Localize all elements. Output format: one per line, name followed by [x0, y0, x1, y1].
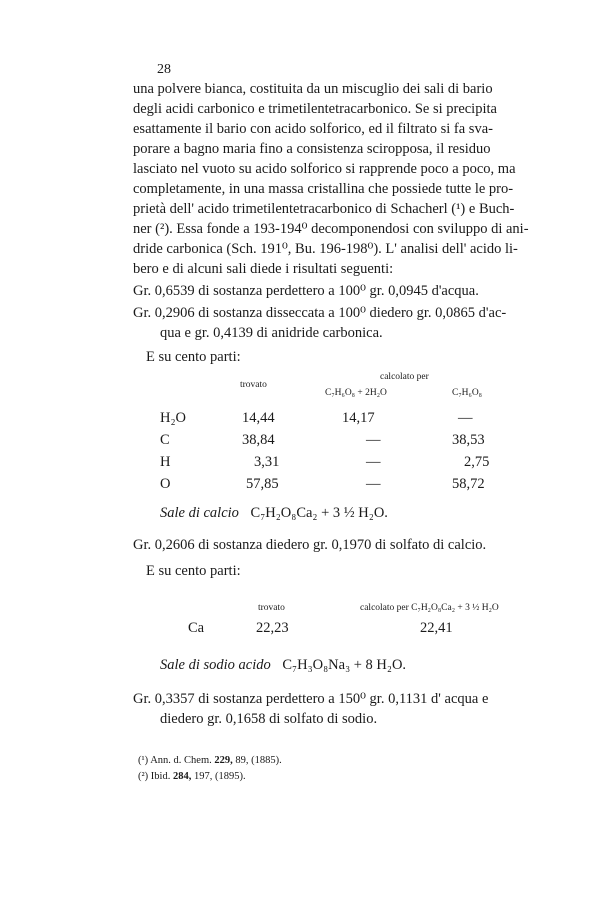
table1-row-el: H	[160, 454, 171, 470]
paragraph-line: esattamente il bario con acido solforico, ed il filtrato si fa sva-	[133, 121, 493, 137]
footnote-rest: 197, (1895).	[193, 771, 246, 782]
footnote	[138, 771, 246, 782]
paragraph-line: ner (²). Essa fonde a 193-194⁰ decomponendosi con sviluppo di ani-	[133, 221, 529, 237]
paragraph-line: dride carbonica (Sch. 191⁰, Bu. 196-198⁰). L' analisi dell' acido li-	[133, 241, 518, 257]
calcium-salt-title: Sale di calcio	[160, 505, 239, 521]
footnote	[138, 755, 282, 766]
page-number: 28	[157, 62, 171, 77]
paragraph-line: completamente, in una massa cristallina che possiede tutte le pro-	[133, 181, 514, 197]
footnote-mark: (¹)	[138, 755, 149, 766]
per-cent-label: E su cento parti:	[146, 563, 241, 579]
paragraph-line: porare a bagno maria fino a consistenza sciropposa, il residuo	[133, 141, 491, 157]
sodium-salt-heading	[160, 656, 406, 674]
table2-row-trovato: 22,23	[256, 620, 289, 636]
measurement-line: Gr. 0,2906 di sostanza disseccata a 100⁰ diedero gr. 0,0865 d'ac-	[133, 305, 507, 321]
paragraph-line: prietà dell' acido trimetilentetracarbonico di Schacherl (¹) e Buch-	[133, 201, 515, 217]
footnote-volume: 229,	[214, 755, 233, 766]
sodium-salt-formula: C₇H₃O₈Na₃ + 8 H₂O.	[282, 657, 407, 673]
table2-row-calc: 22,41	[420, 620, 453, 636]
footnote-text: Ann. d. Chem.	[150, 755, 212, 766]
table1-header-calc-a: C₇H₆O₈ + 2H₂O	[325, 388, 387, 398]
table1-row-calc-a: —	[366, 432, 381, 448]
table1-row-trovato: 57,85	[246, 476, 279, 492]
footnote-mark: (²)	[138, 771, 149, 782]
sodium-salt-title: Sale di sodio acido	[160, 657, 271, 673]
per-cent-label: E su cento parti:	[146, 349, 241, 365]
table1-row-calc-b: 2,75	[464, 454, 490, 470]
paragraph-line: una polvere bianca, costituita da un miscuglio dei sali di bario	[133, 81, 493, 97]
table1-row-el: H₂O	[160, 410, 186, 426]
table1-row-calc-b: 58,72	[452, 476, 485, 492]
paragraph-line: lasciato nel vuoto su acido solforico si rapprende poco a poco, ma	[133, 161, 516, 177]
table1-row-calc-a: —	[366, 476, 381, 492]
table2-header-trovato: trovato	[258, 603, 285, 613]
sodium-measurement-line: Gr. 0,3357 di sostanza perdettero a 150⁰ gr. 0,1131 d' acqua e	[133, 691, 489, 707]
footnote-text: Ibid.	[150, 771, 171, 782]
calcium-measurement: Gr. 0,2606 di sostanza diedero gr. 0,1970 di solfato di calcio.	[133, 537, 487, 553]
table1-row-trovato: 14,44	[242, 410, 275, 426]
table1-row-el: O	[160, 476, 171, 492]
table1-row-calc-a: 14,17	[342, 410, 375, 426]
sodium-measurement-line: diedero gr. 0,1658 di solfato di sodio.	[160, 711, 378, 727]
table1-header-trovato: trovato	[240, 380, 267, 390]
table1-row-calc-b: 38,53	[452, 432, 485, 448]
table1-row-el: C	[160, 432, 170, 448]
table1-row-calc-b: —	[458, 410, 473, 426]
table1-row-trovato: 38,84	[242, 432, 275, 448]
table1-row-trovato: 3,31	[254, 454, 280, 470]
calcium-salt-formula: C₇H₂O₈Ca₂ + 3 ½ H₂O.	[250, 505, 388, 521]
footnote-rest: 89, (1885).	[235, 755, 282, 766]
table1-header-calc-b: C₇H₆O₈	[452, 388, 482, 398]
table1-header-calcolato: calcolato per	[380, 372, 429, 382]
paragraph-line: degli acidi carbonico e trimetilentetracarbonico. Se si precipita	[133, 101, 497, 117]
calcium-salt-heading	[160, 504, 388, 522]
table2-row-el: Ca	[188, 620, 205, 636]
measurement-line: Gr. 0,6539 di sostanza perdettero a 100⁰ gr. 0,0945 d'acqua.	[133, 283, 479, 299]
paragraph-line: bero e di alcuni sali diede i risultati seguenti:	[133, 261, 394, 277]
table2-header-calcolato: calcolato per C₇H₂O₈Ca₂ + 3 ½ H₂O	[360, 603, 499, 613]
measurement-line: qua e gr. 0,4139 di anidride carbonica.	[160, 325, 383, 341]
table1-row-calc-a: —	[366, 454, 381, 470]
footnote-volume: 284,	[172, 771, 192, 782]
